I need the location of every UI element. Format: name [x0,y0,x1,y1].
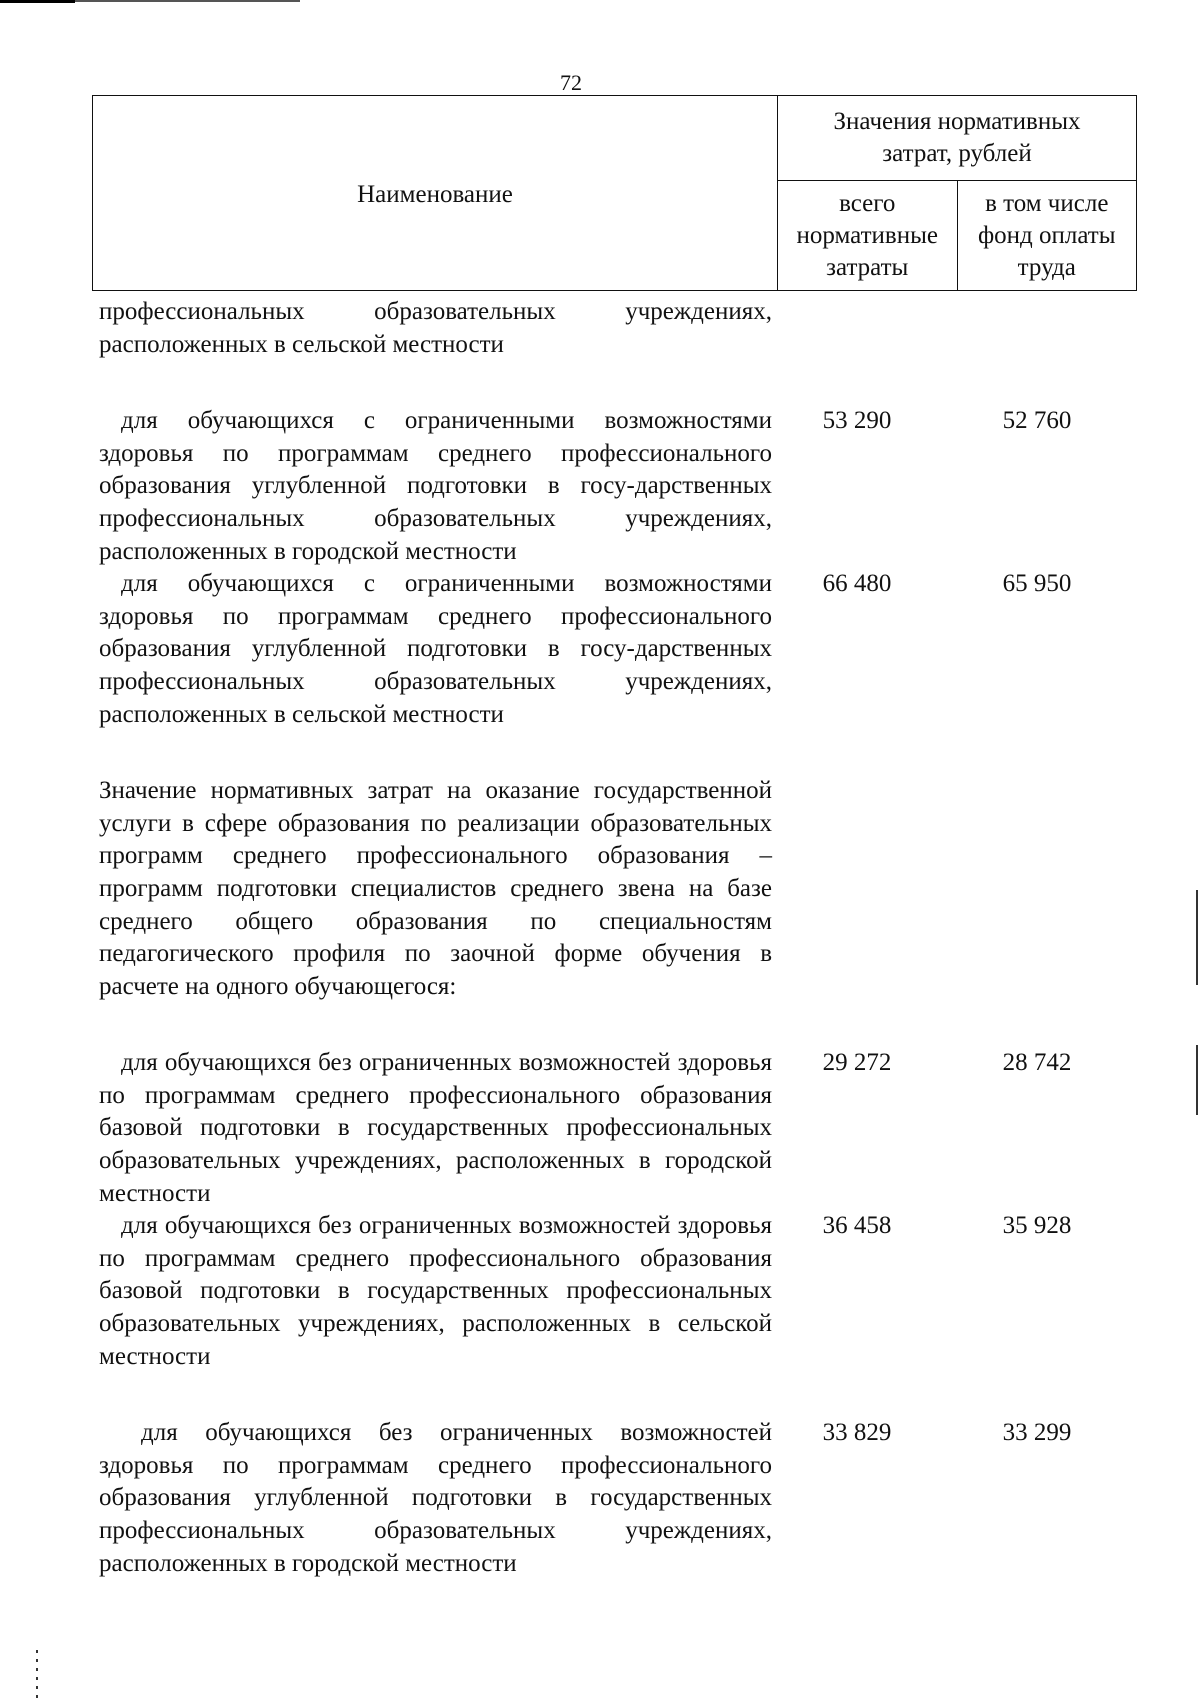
header-wage-col: в том числе фонд оплаты труда [957,181,1137,291]
scan-artifact-left-dots [36,1650,38,1698]
table-header [92,95,1137,291]
row-wage: 33 299 [1002,1419,1072,1447]
row-wage [942,775,1132,1003]
row-name: для обучающихся без ограниченных возможностей здоровья по программам среднего профессионального образования углубленной подготовки в государственных профессиональных образовательных учреждениях, расположенных в городской местности [99,1419,772,1577]
row-total [772,775,942,1003]
table-row [99,405,1139,568]
row-name: для обучающихся с ограниченными возможностями здоровья по программам среднего профессионального образования углубленной подготовки в госу-дарственных профессиональных образовательных учреждениях, расположенных в городской местности [99,407,772,565]
header-total-col: всего нормативные затраты [778,181,958,291]
row-wage: 52 760 [1002,407,1072,435]
scan-artifact-right-mark [1196,890,1198,985]
table-body [99,296,1139,1580]
scan-artifact-right-mark [1196,1045,1198,1115]
row-name: Значение нормативных затрат на оказание государственной услуги в сфере образования по реализации образовательных программ среднего профессионального образования – программ подготовки специалистов среднего звена на базе среднего общего образования по специальностям педагогического профиля по заочной форме обучения в расчете на одного обучающегося: [99,777,772,1000]
row-name: для обучающихся с ограниченными возможностями здоровья по программам среднего профессионального образования углубленной подготовки в госу-дарственных профессиональных образовательных учреждениях, расположенных в сельской местности [99,570,772,728]
scan-artifact-top-line [75,0,300,2]
row-total: 33 829 [822,1419,892,1447]
header-name-col: Наименование [93,96,778,291]
table-row [99,1417,1139,1580]
row-total: 29 272 [822,1049,892,1077]
row-name: профессиональных образовательных учреждениях, расположенных в сельской местности [99,298,772,358]
header-values-group: Значения нормативных затрат, рублей [778,96,1137,181]
row-wage: 35 928 [1002,1212,1072,1240]
row-wage [942,296,1132,361]
row-total: 53 290 [822,407,892,435]
table-row [99,568,1139,731]
row-name: для обучающихся без ограниченных возможностей здоровья по программам среднего профессионального образования базовой подготовки в государственных профессиональных образовательных учреждениях, расположенных в городской местности [99,1049,772,1207]
page-number: 72 [560,70,582,95]
table-row [99,1210,1139,1373]
scan-artifact-top-left [0,0,75,3]
row-wage: 65 950 [1002,570,1072,598]
row-total [772,296,942,361]
row-total: 36 458 [822,1212,892,1240]
table-row [99,775,1139,1003]
table-row [99,1047,1139,1210]
row-wage: 28 742 [1002,1049,1072,1077]
table-row [99,296,1139,361]
row-name: для обучающихся без ограниченных возможностей здоровья по программам среднего профессионального образования базовой подготовки в государственных профессиональных образовательных учреждениях, расположенных в сельской местности [99,1212,772,1370]
row-total: 66 480 [822,570,892,598]
